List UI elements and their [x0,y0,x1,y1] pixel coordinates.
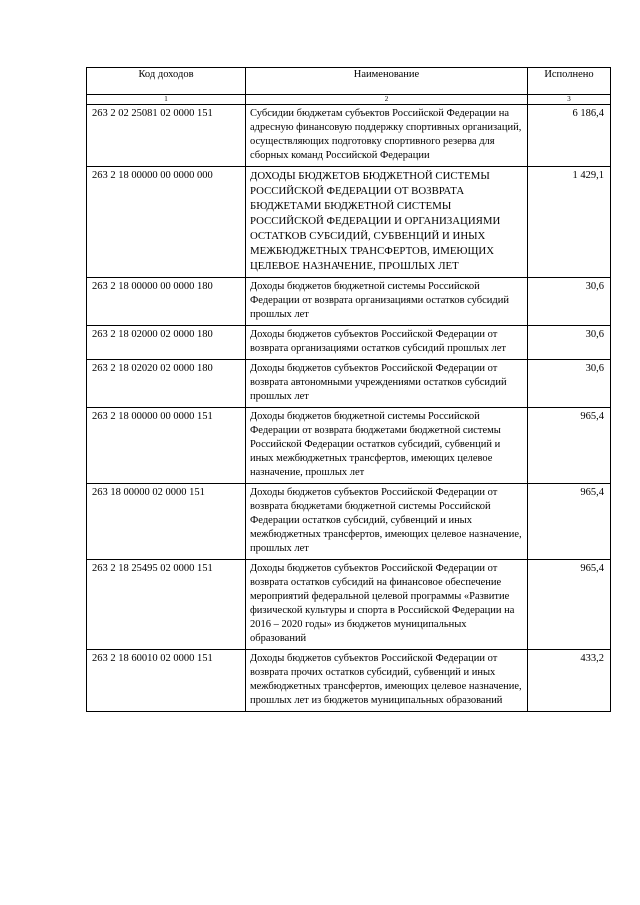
table-row [87,167,611,278]
row-value: 30,6 [528,326,611,360]
row-code: 263 2 02 25081 02 0000 151 [87,105,246,167]
row-value: 30,6 [528,278,611,326]
header-code: Код доходов [87,68,246,95]
column-number: 3 [528,95,611,105]
column-number-row [87,95,611,105]
row-value: 1 429,1 [528,167,611,278]
table-row [87,326,611,360]
row-name: Доходы бюджетов бюджетной системы Российской Федерации от возврата организациями остатков субсидий прошлых лет [246,278,528,326]
row-code: 263 2 18 02000 02 0000 180 [87,326,246,360]
table-row [87,360,611,408]
row-name: Субсидии бюджетам субъектов Российской Федерации на адресную финансовую поддержку спортивных организаций, осуществляющих подготовку спортивного резерва для сборных команд Российской Федерации [246,105,528,167]
row-code: 263 2 18 02020 02 0000 180 [87,360,246,408]
table-row [87,560,611,650]
row-code: 263 2 18 00000 00 0000 000 [87,167,246,278]
header-row [87,68,611,95]
column-number: 1 [87,95,246,105]
column-number: 2 [246,95,528,105]
row-name: Доходы бюджетов субъектов Российской Федерации от возврата бюджетами бюджетной системы Российской Федерации остатков субсидий, субвенций и иных межбюджетных трансфертов, имеющих целевое назначение, прошлых лет [246,484,528,560]
row-name: Доходы бюджетов субъектов Российской Федерации от возврата автономными учреждениями остатков субсидий прошлых лет [246,360,528,408]
row-name: Доходы бюджетов субъектов Российской Федерации от возврата остатков субсидий на финансовое обеспечение мероприятий федеральной целевой программы «Развитие физической культуры и спорта в Российской Федерации на 2016 – 2020 годы» из бюджетов муниципальных образований [246,560,528,650]
row-code: 263 2 18 25495 02 0000 151 [87,560,246,650]
header-name: Наименование [246,68,528,95]
row-value: 30,6 [528,360,611,408]
header-executed: Исполнено [528,68,611,95]
table-row [87,105,611,167]
row-name: Доходы бюджетов бюджетной системы Российской Федерации от возврата бюджетами бюджетной системы Российской Федерации остатков субсидий, субвенций и иных межбюджетных трансфертов, имеющих целевое назначение, прошлых лет [246,408,528,484]
table-row [87,484,611,560]
row-code: 263 2 18 00000 00 0000 151 [87,408,246,484]
row-code: 263 2 18 00000 00 0000 180 [87,278,246,326]
table-row [87,408,611,484]
table-row [87,278,611,326]
revenue-table [86,67,611,712]
row-value: 433,2 [528,650,611,712]
row-value: 965,4 [528,408,611,484]
row-code: 263 18 00000 02 0000 151 [87,484,246,560]
row-value: 965,4 [528,560,611,650]
row-name: ДОХОДЫ БЮДЖЕТОВ БЮДЖЕТНОЙ СИСТЕМЫ РОССИЙСКОЙ ФЕДЕРАЦИИ ОТ ВОЗВРАТА БЮДЖЕТАМИ БЮДЖЕТНОЙ СИСТЕМЫ РОССИЙСКОЙ ФЕДЕРАЦИИ И ОРГАНИЗАЦИЯМИ ОСТАТКОВ СУБСИДИЙ, СУБВЕНЦИЙ И ИНЫХ МЕЖБЮДЖЕТНЫХ ТРАНСФЕРТОВ, ИМЕЮЩИХ ЦЕЛЕВОЕ НАЗНАЧЕНИЕ, ПРОШЛЫХ ЛЕТ [246,167,528,278]
row-code: 263 2 18 60010 02 0000 151 [87,650,246,712]
table-row [87,650,611,712]
row-name: Доходы бюджетов субъектов Российской Федерации от возврата прочих остатков субсидий, субвенций и иных межбюджетных трансфертов, имеющих целевое назначение, прошлых лет из бюджетов муниципальных образований [246,650,528,712]
row-value: 6 186,4 [528,105,611,167]
row-value: 965,4 [528,484,611,560]
row-name: Доходы бюджетов субъектов Российской Федерации от возврата организациями остатков субсидий прошлых лет [246,326,528,360]
